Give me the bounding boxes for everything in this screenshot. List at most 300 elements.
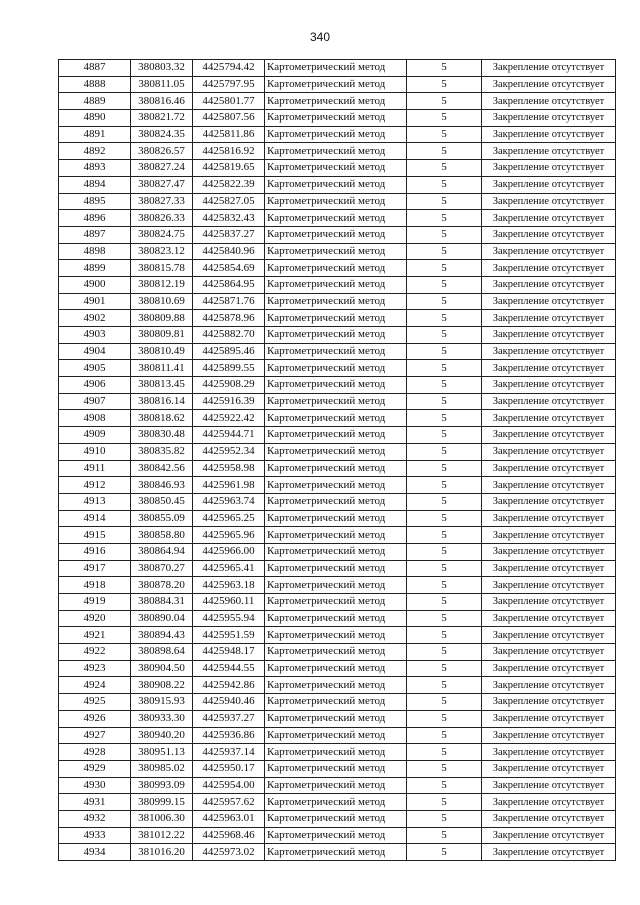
- x-coordinate-cell: 380826.33: [131, 210, 193, 227]
- x-coordinate-cell: 380894.43: [131, 627, 193, 644]
- accuracy-cell: 5: [407, 427, 482, 444]
- method-cell: Картометрический метод: [265, 677, 407, 694]
- fixation-cell: Закрепление отсутствует: [482, 644, 616, 661]
- point-number-cell: 4919: [59, 594, 131, 611]
- accuracy-cell: 5: [407, 694, 482, 711]
- y-coordinate-cell: 4425957.62: [193, 794, 265, 811]
- table-row: [59, 710, 616, 727]
- point-number-cell: 4922: [59, 644, 131, 661]
- fixation-cell: Закрепление отсутствует: [482, 343, 616, 360]
- table-row: [59, 276, 616, 293]
- x-coordinate-cell: 381006.30: [131, 810, 193, 827]
- accuracy-cell: 5: [407, 193, 482, 210]
- point-number-cell: 4929: [59, 760, 131, 777]
- table-row: [59, 93, 616, 110]
- method-cell: Картометрический метод: [265, 110, 407, 127]
- method-cell: Картометрический метод: [265, 577, 407, 594]
- table-row: [59, 443, 616, 460]
- x-coordinate-cell: 380898.64: [131, 644, 193, 661]
- table-row: [59, 360, 616, 377]
- x-coordinate-cell: 380810.49: [131, 343, 193, 360]
- method-cell: Картометрический метод: [265, 60, 407, 77]
- y-coordinate-cell: 4425973.02: [193, 844, 265, 861]
- accuracy-cell: 5: [407, 143, 482, 160]
- fixation-cell: Закрепление отсутствует: [482, 677, 616, 694]
- point-number-cell: 4927: [59, 727, 131, 744]
- fixation-cell: Закрепление отсутствует: [482, 844, 616, 861]
- y-coordinate-cell: 4425937.27: [193, 710, 265, 727]
- y-coordinate-cell: 4425963.18: [193, 577, 265, 594]
- y-coordinate-cell: 4425937.14: [193, 744, 265, 761]
- fixation-cell: Закрепление отсутствует: [482, 744, 616, 761]
- fixation-cell: Закрепление отсутствует: [482, 627, 616, 644]
- x-coordinate-cell: 380812.19: [131, 276, 193, 293]
- fixation-cell: Закрепление отсутствует: [482, 477, 616, 494]
- fixation-cell: Закрепление отсутствует: [482, 110, 616, 127]
- y-coordinate-cell: 4425963.01: [193, 810, 265, 827]
- x-coordinate-cell: 381012.22: [131, 827, 193, 844]
- y-coordinate-cell: 4425899.55: [193, 360, 265, 377]
- y-coordinate-cell: 4425801.77: [193, 93, 265, 110]
- fixation-cell: Закрепление отсутствует: [482, 777, 616, 794]
- coordinates-table: [58, 59, 616, 861]
- y-coordinate-cell: 4425965.25: [193, 510, 265, 527]
- table-row: [59, 777, 616, 794]
- x-coordinate-cell: 380850.45: [131, 493, 193, 510]
- fixation-cell: Закрепление отсутствует: [482, 493, 616, 510]
- table-row: [59, 126, 616, 143]
- method-cell: Картометрический метод: [265, 527, 407, 544]
- fixation-cell: Закрепление отсутствует: [482, 160, 616, 177]
- y-coordinate-cell: 4425968.46: [193, 827, 265, 844]
- table-row: [59, 343, 616, 360]
- y-coordinate-cell: 4425955.94: [193, 610, 265, 627]
- x-coordinate-cell: 380884.31: [131, 594, 193, 611]
- point-number-cell: 4924: [59, 677, 131, 694]
- point-number-cell: 4917: [59, 560, 131, 577]
- point-number-cell: 4921: [59, 627, 131, 644]
- point-number-cell: 4916: [59, 543, 131, 560]
- method-cell: Картометрический метод: [265, 827, 407, 844]
- accuracy-cell: 5: [407, 176, 482, 193]
- x-coordinate-cell: 380904.50: [131, 660, 193, 677]
- method-cell: Картометрический метод: [265, 360, 407, 377]
- x-coordinate-cell: 380858.80: [131, 527, 193, 544]
- x-coordinate-cell: 380864.94: [131, 543, 193, 560]
- x-coordinate-cell: 380815.78: [131, 260, 193, 277]
- y-coordinate-cell: 4425832.43: [193, 210, 265, 227]
- fixation-cell: Закрепление отсутствует: [482, 810, 616, 827]
- fixation-cell: Закрепление отсутствует: [482, 176, 616, 193]
- method-cell: Картометрический метод: [265, 710, 407, 727]
- table-row: [59, 427, 616, 444]
- x-coordinate-cell: 380915.93: [131, 694, 193, 711]
- table-row: [59, 594, 616, 611]
- x-coordinate-cell: 380811.41: [131, 360, 193, 377]
- fixation-cell: Закрепление отсутствует: [482, 694, 616, 711]
- method-cell: Картометрический метод: [265, 393, 407, 410]
- x-coordinate-cell: 380835.82: [131, 443, 193, 460]
- accuracy-cell: 5: [407, 60, 482, 77]
- method-cell: Картометрический метод: [265, 794, 407, 811]
- table-row: [59, 677, 616, 694]
- table-row: [59, 844, 616, 861]
- x-coordinate-cell: 380813.45: [131, 377, 193, 394]
- fixation-cell: Закрепление отсутствует: [482, 327, 616, 344]
- fixation-cell: Закрепление отсутствует: [482, 276, 616, 293]
- point-number-cell: 4909: [59, 427, 131, 444]
- x-coordinate-cell: 380951.13: [131, 744, 193, 761]
- method-cell: Картометрический метод: [265, 460, 407, 477]
- y-coordinate-cell: 4425958.98: [193, 460, 265, 477]
- accuracy-cell: 5: [407, 293, 482, 310]
- table-row: [59, 377, 616, 394]
- y-coordinate-cell: 4425871.76: [193, 293, 265, 310]
- point-number-cell: 4895: [59, 193, 131, 210]
- y-coordinate-cell: 4425895.46: [193, 343, 265, 360]
- method-cell: Картометрический метод: [265, 594, 407, 611]
- method-cell: Картометрический метод: [265, 210, 407, 227]
- table-row: [59, 627, 616, 644]
- accuracy-cell: 5: [407, 93, 482, 110]
- method-cell: Картометрический метод: [265, 193, 407, 210]
- accuracy-cell: 5: [407, 594, 482, 611]
- y-coordinate-cell: 4425944.71: [193, 427, 265, 444]
- accuracy-cell: 5: [407, 677, 482, 694]
- x-coordinate-cell: 380940.20: [131, 727, 193, 744]
- fixation-cell: Закрепление отсутствует: [482, 310, 616, 327]
- point-number-cell: 4904: [59, 343, 131, 360]
- y-coordinate-cell: 4425948.17: [193, 644, 265, 661]
- accuracy-cell: 5: [407, 443, 482, 460]
- table-row: [59, 260, 616, 277]
- y-coordinate-cell: 4425816.92: [193, 143, 265, 160]
- y-coordinate-cell: 4425922.42: [193, 410, 265, 427]
- accuracy-cell: 5: [407, 126, 482, 143]
- table-row: [59, 577, 616, 594]
- fixation-cell: Закрепление отсутствует: [482, 760, 616, 777]
- method-cell: Картометрический метод: [265, 443, 407, 460]
- method-cell: Картометрический метод: [265, 93, 407, 110]
- fixation-cell: Закрепление отсутствует: [482, 710, 616, 727]
- method-cell: Картометрический метод: [265, 126, 407, 143]
- accuracy-cell: 5: [407, 410, 482, 427]
- point-number-cell: 4901: [59, 293, 131, 310]
- x-coordinate-cell: 380933.30: [131, 710, 193, 727]
- accuracy-cell: 5: [407, 627, 482, 644]
- accuracy-cell: 5: [407, 760, 482, 777]
- accuracy-cell: 5: [407, 827, 482, 844]
- accuracy-cell: 5: [407, 810, 482, 827]
- method-cell: Картометрический метод: [265, 510, 407, 527]
- accuracy-cell: 5: [407, 260, 482, 277]
- fixation-cell: Закрепление отсутствует: [482, 610, 616, 627]
- table-row: [59, 410, 616, 427]
- x-coordinate-cell: 380855.09: [131, 510, 193, 527]
- table-row: [59, 393, 616, 410]
- point-number-cell: 4893: [59, 160, 131, 177]
- point-number-cell: 4930: [59, 777, 131, 794]
- y-coordinate-cell: 4425840.96: [193, 243, 265, 260]
- point-number-cell: 4931: [59, 794, 131, 811]
- y-coordinate-cell: 4425966.00: [193, 543, 265, 560]
- point-number-cell: 4890: [59, 110, 131, 127]
- y-coordinate-cell: 4425963.74: [193, 493, 265, 510]
- fixation-cell: Закрепление отсутствует: [482, 243, 616, 260]
- fixation-cell: Закрепление отсутствует: [482, 260, 616, 277]
- table-row: [59, 810, 616, 827]
- accuracy-cell: 5: [407, 460, 482, 477]
- method-cell: Картометрический метод: [265, 493, 407, 510]
- method-cell: Картометрический метод: [265, 644, 407, 661]
- method-cell: Картометрический метод: [265, 276, 407, 293]
- method-cell: Картометрический метод: [265, 777, 407, 794]
- method-cell: Картометрический метод: [265, 176, 407, 193]
- accuracy-cell: 5: [407, 377, 482, 394]
- page-number: 340: [309, 30, 331, 44]
- table-row: [59, 560, 616, 577]
- accuracy-cell: 5: [407, 560, 482, 577]
- x-coordinate-cell: 380818.62: [131, 410, 193, 427]
- method-cell: Картометрический метод: [265, 477, 407, 494]
- accuracy-cell: 5: [407, 744, 482, 761]
- method-cell: Картометрический метод: [265, 810, 407, 827]
- point-number-cell: 4911: [59, 460, 131, 477]
- y-coordinate-cell: 4425882.70: [193, 327, 265, 344]
- x-coordinate-cell: 380870.27: [131, 560, 193, 577]
- y-coordinate-cell: 4425854.69: [193, 260, 265, 277]
- method-cell: Картометрический метод: [265, 627, 407, 644]
- point-number-cell: 4920: [59, 610, 131, 627]
- x-coordinate-cell: 380809.81: [131, 327, 193, 344]
- method-cell: Картометрический метод: [265, 143, 407, 160]
- x-coordinate-cell: 380811.05: [131, 76, 193, 93]
- method-cell: Картометрический метод: [265, 660, 407, 677]
- table-row: [59, 293, 616, 310]
- method-cell: Картометрический метод: [265, 226, 407, 243]
- fixation-cell: Закрепление отсутствует: [482, 410, 616, 427]
- x-coordinate-cell: 380816.14: [131, 393, 193, 410]
- table-row: [59, 210, 616, 227]
- table-row: [59, 744, 616, 761]
- fixation-cell: Закрепление отсутствует: [482, 93, 616, 110]
- method-cell: Картометрический метод: [265, 293, 407, 310]
- method-cell: Картометрический метод: [265, 844, 407, 861]
- x-coordinate-cell: 381016.20: [131, 844, 193, 861]
- method-cell: Картометрический метод: [265, 427, 407, 444]
- y-coordinate-cell: 4425837.27: [193, 226, 265, 243]
- fixation-cell: Закрепление отсутствует: [482, 377, 616, 394]
- accuracy-cell: 5: [407, 660, 482, 677]
- x-coordinate-cell: 380803.32: [131, 60, 193, 77]
- method-cell: Картометрический метод: [265, 744, 407, 761]
- x-coordinate-cell: 380809.88: [131, 310, 193, 327]
- point-number-cell: 4912: [59, 477, 131, 494]
- point-number-cell: 4926: [59, 710, 131, 727]
- table-row: [59, 310, 616, 327]
- method-cell: Картометрический метод: [265, 410, 407, 427]
- accuracy-cell: 5: [407, 777, 482, 794]
- y-coordinate-cell: 4425950.17: [193, 760, 265, 777]
- accuracy-cell: 5: [407, 610, 482, 627]
- table-row: [59, 760, 616, 777]
- table-row: [59, 694, 616, 711]
- method-cell: Картометрический метод: [265, 694, 407, 711]
- table-row: [59, 610, 616, 627]
- point-number-cell: 4898: [59, 243, 131, 260]
- point-number-cell: 4928: [59, 744, 131, 761]
- x-coordinate-cell: 380999.15: [131, 794, 193, 811]
- accuracy-cell: 5: [407, 226, 482, 243]
- accuracy-cell: 5: [407, 360, 482, 377]
- y-coordinate-cell: 4425961.98: [193, 477, 265, 494]
- x-coordinate-cell: 380824.75: [131, 226, 193, 243]
- fixation-cell: Закрепление отсутствует: [482, 393, 616, 410]
- y-coordinate-cell: 4425960.11: [193, 594, 265, 611]
- method-cell: Картометрический метод: [265, 343, 407, 360]
- y-coordinate-cell: 4425908.29: [193, 377, 265, 394]
- point-number-cell: 4896: [59, 210, 131, 227]
- y-coordinate-cell: 4425944.55: [193, 660, 265, 677]
- fixation-cell: Закрепление отсутствует: [482, 193, 616, 210]
- accuracy-cell: 5: [407, 510, 482, 527]
- coordinates-table-body: [59, 60, 616, 861]
- accuracy-cell: 5: [407, 844, 482, 861]
- table-row: [59, 527, 616, 544]
- fixation-cell: Закрепление отсутствует: [482, 827, 616, 844]
- y-coordinate-cell: 4425822.39: [193, 176, 265, 193]
- x-coordinate-cell: 380823.12: [131, 243, 193, 260]
- accuracy-cell: 5: [407, 794, 482, 811]
- method-cell: Картометрический метод: [265, 760, 407, 777]
- method-cell: Картометрический метод: [265, 377, 407, 394]
- fixation-cell: Закрепление отсутствует: [482, 443, 616, 460]
- accuracy-cell: 5: [407, 76, 482, 93]
- x-coordinate-cell: 380908.22: [131, 677, 193, 694]
- table-row: [59, 727, 616, 744]
- x-coordinate-cell: 380810.69: [131, 293, 193, 310]
- x-coordinate-cell: 380830.48: [131, 427, 193, 444]
- point-number-cell: 4897: [59, 226, 131, 243]
- y-coordinate-cell: 4425942.86: [193, 677, 265, 694]
- y-coordinate-cell: 4425864.95: [193, 276, 265, 293]
- fixation-cell: Закрепление отсутствует: [482, 510, 616, 527]
- fixation-cell: Закрепление отсутствует: [482, 527, 616, 544]
- point-number-cell: 4892: [59, 143, 131, 160]
- accuracy-cell: 5: [407, 310, 482, 327]
- x-coordinate-cell: 380890.04: [131, 610, 193, 627]
- x-coordinate-cell: 380985.02: [131, 760, 193, 777]
- table-row: [59, 176, 616, 193]
- table-row: [59, 143, 616, 160]
- table-row: [59, 660, 616, 677]
- point-number-cell: 4933: [59, 827, 131, 844]
- accuracy-cell: 5: [407, 477, 482, 494]
- y-coordinate-cell: 4425916.39: [193, 393, 265, 410]
- y-coordinate-cell: 4425819.65: [193, 160, 265, 177]
- y-coordinate-cell: 4425878.96: [193, 310, 265, 327]
- accuracy-cell: 5: [407, 577, 482, 594]
- table-row: [59, 794, 616, 811]
- x-coordinate-cell: 380827.47: [131, 176, 193, 193]
- fixation-cell: Закрепление отсутствует: [482, 126, 616, 143]
- y-coordinate-cell: 4425936.86: [193, 727, 265, 744]
- fixation-cell: Закрепление отсутствует: [482, 543, 616, 560]
- x-coordinate-cell: 380826.57: [131, 143, 193, 160]
- fixation-cell: Закрепление отсутствует: [482, 727, 616, 744]
- accuracy-cell: 5: [407, 110, 482, 127]
- method-cell: Картометрический метод: [265, 310, 407, 327]
- fixation-cell: Закрепление отсутствует: [482, 60, 616, 77]
- method-cell: Картометрический метод: [265, 243, 407, 260]
- table-row: [59, 160, 616, 177]
- accuracy-cell: 5: [407, 543, 482, 560]
- point-number-cell: 4900: [59, 276, 131, 293]
- point-number-cell: 4889: [59, 93, 131, 110]
- method-cell: Картометрический метод: [265, 543, 407, 560]
- fixation-cell: Закрепление отсутствует: [482, 210, 616, 227]
- accuracy-cell: 5: [407, 727, 482, 744]
- y-coordinate-cell: 4425797.95: [193, 76, 265, 93]
- point-number-cell: 4934: [59, 844, 131, 861]
- method-cell: Картометрический метод: [265, 160, 407, 177]
- fixation-cell: Закрепление отсутствует: [482, 794, 616, 811]
- x-coordinate-cell: 380827.33: [131, 193, 193, 210]
- fixation-cell: Закрепление отсутствует: [482, 76, 616, 93]
- y-coordinate-cell: 4425951.59: [193, 627, 265, 644]
- y-coordinate-cell: 4425827.05: [193, 193, 265, 210]
- accuracy-cell: 5: [407, 710, 482, 727]
- point-number-cell: 4918: [59, 577, 131, 594]
- method-cell: Картометрический метод: [265, 560, 407, 577]
- table-row: [59, 110, 616, 127]
- table-row: [59, 477, 616, 494]
- table-row: [59, 243, 616, 260]
- point-number-cell: 4888: [59, 76, 131, 93]
- fixation-cell: Закрепление отсутствует: [482, 577, 616, 594]
- accuracy-cell: 5: [407, 493, 482, 510]
- table-row: [59, 76, 616, 93]
- point-number-cell: 4907: [59, 393, 131, 410]
- accuracy-cell: 5: [407, 327, 482, 344]
- y-coordinate-cell: 4425965.96: [193, 527, 265, 544]
- method-cell: Картометрический метод: [265, 727, 407, 744]
- accuracy-cell: 5: [407, 393, 482, 410]
- fixation-cell: Закрепление отсутствует: [482, 560, 616, 577]
- fixation-cell: Закрепление отсутствует: [482, 427, 616, 444]
- method-cell: Картометрический метод: [265, 260, 407, 277]
- y-coordinate-cell: 4425954.00: [193, 777, 265, 794]
- x-coordinate-cell: 380846.93: [131, 477, 193, 494]
- point-number-cell: 4887: [59, 60, 131, 77]
- fixation-cell: Закрепление отсутствует: [482, 460, 616, 477]
- point-number-cell: 4891: [59, 126, 131, 143]
- point-number-cell: 4899: [59, 260, 131, 277]
- table-row: [59, 60, 616, 77]
- fixation-cell: Закрепление отсутствует: [482, 293, 616, 310]
- x-coordinate-cell: 380816.46: [131, 93, 193, 110]
- y-coordinate-cell: 4425811.86: [193, 126, 265, 143]
- x-coordinate-cell: 380827.24: [131, 160, 193, 177]
- table-row: [59, 644, 616, 661]
- table-row: [59, 493, 616, 510]
- x-coordinate-cell: 380824.35: [131, 126, 193, 143]
- accuracy-cell: 5: [407, 276, 482, 293]
- accuracy-cell: 5: [407, 527, 482, 544]
- point-number-cell: 4906: [59, 377, 131, 394]
- accuracy-cell: 5: [407, 210, 482, 227]
- table-row: [59, 327, 616, 344]
